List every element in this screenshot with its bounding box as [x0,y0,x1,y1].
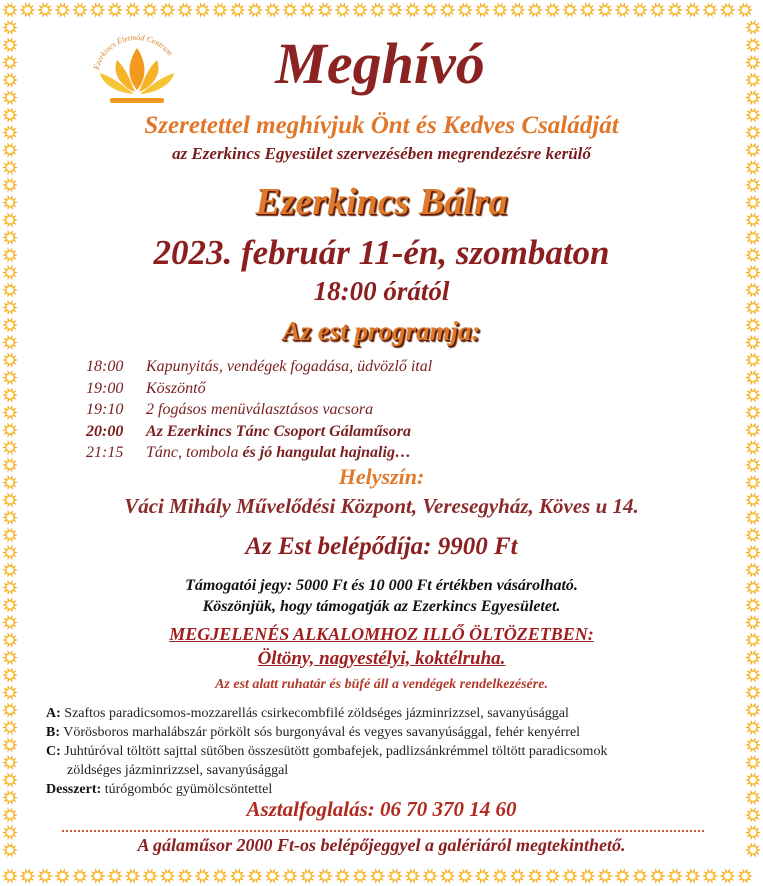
event-date: 2023. február 11-én, szombaton [153,233,610,272]
sun-ornament-icon [745,370,761,385]
sun-ornament-icon [745,20,761,35]
logo-ring-text: Ezerkincs Életmód Centrum [91,32,175,71]
sun-ornament-icon [745,702,761,717]
page-title: Meghívó [275,31,485,96]
program-heading: Az est programja: [282,316,481,346]
sun-ornament-icon [300,868,316,883]
sun-ornament-icon [2,405,18,420]
sun-ornament-icon [300,2,316,17]
support-thanks: Köszönjük, hogy támogatják az Ezerkincs Egyesületet. [202,598,561,615]
cloakroom-note: Az est alatt ruhatár és büfé áll a vendégek rendelkezésére. [215,677,548,692]
sun-ornament-icon [440,868,456,883]
sun-ornament-icon [2,868,18,883]
sun-ornament-icon [685,868,701,883]
sun-ornament-icon [492,868,508,883]
sun-ornament-icon [597,2,613,17]
event-name: Ezerkincs Bálra [255,181,508,223]
event-time: 18:00 órától [313,276,450,306]
menu-item: C: Juhtúróval töltött sajttal sütőben összesütött gombafejek, padlizsánkrémmel töltött paradicsomok [46,744,608,759]
sun-ornament-icon [2,720,18,735]
sun-ornament-icon [160,868,176,883]
sun-ornament-icon [527,868,543,883]
sun-ornament-icon [580,2,596,17]
sun-ornament-icon [2,55,18,70]
venue-address: Váci Mihály Művelődési Központ, Veresegyház, Köves u 14. [124,494,639,518]
sun-ornament-icon [352,2,368,17]
sun-ornament-icon [545,868,561,883]
menu-item: B: Vörösboros marhalábszár pörkölt sós burgonyával és vegyes savanyúsággal, fehér kenyérrel [46,725,581,740]
sun-ornament-icon [562,2,578,17]
sun-ornament-icon [405,2,421,17]
sun-ornament-icon [702,2,718,17]
sun-ornament-icon [615,2,631,17]
sun-ornament-icon [2,562,18,577]
sun-ornament-icon [745,72,761,87]
sun-ornament-icon [230,2,246,17]
sun-ornament-icon [352,868,368,883]
sun-ornament-icon [492,2,508,17]
sun-ornament-icon [317,2,333,17]
sun-ornament-icon [422,2,438,17]
sun-ornament-icon [177,2,193,17]
sun-ornament-icon [2,387,18,402]
sun-ornament-icon [720,2,736,17]
program-item: 19:10 2 fogásos menüválasztásos vacsora [86,401,374,418]
sun-ornament-icon [370,2,386,17]
sun-ornament-icon [55,2,71,17]
sun-ornament-icon [2,90,18,105]
sun-ornament-icon [745,352,761,367]
sun-ornament-icon [405,868,421,883]
program-item: 20:00 Az Ezerkincs Tánc Csoport Gálaműsora [86,422,411,440]
sun-ornament-icon [2,2,18,17]
sun-ornament-icon [597,868,613,883]
sun-ornament-icon [72,2,88,17]
sun-ornament-icon [720,868,736,883]
sun-ornament-icon [212,2,228,17]
sun-ornament-icon [335,868,351,883]
sun-ornament-icon [195,868,211,883]
menu-item-continued: zöldséges jázminrizzsel, savanyúsággal [67,763,289,778]
sun-ornament-icon [247,2,263,17]
sun-ornament-icon [745,90,761,105]
sun-ornament-icon [370,868,386,883]
sun-ornament-icon [72,868,88,883]
sun-ornament-icon [37,2,53,17]
sun-ornament-icon [580,868,596,883]
sun-ornament-icon [702,868,718,883]
sun-ornament-icon [195,2,211,17]
dress-code-detail: Öltöny, nagyestélyi, koktélruha. [257,648,506,669]
sun-ornament-icon [125,868,141,883]
venue-heading: Helyszín: [338,464,425,489]
sun-ornament-icon [457,868,473,883]
sun-ornament-icon [667,868,683,883]
sun-ornament-icon [230,868,246,883]
program-item: 19:00 Köszöntő [86,379,206,397]
sun-ornament-icon [282,868,298,883]
sun-ornament-icon [2,440,18,455]
sun-ornament-icon [737,2,753,17]
sun-ornament-icon [440,2,456,17]
menu-item: Desszert: túrógombóc gyümölcsöntettel [46,782,273,797]
sun-ornament-icon [562,868,578,883]
program-item: 18:00 Kapunyitás, vendégek fogadása, üdvözlő ital [86,358,433,375]
sun-ornament-icon [745,772,761,787]
sun-ornament-icon [745,755,761,770]
sun-ornament-icon [2,20,18,35]
sun-ornament-icon [745,720,761,735]
support-ticket-info: Támogatói jegy: 5000 Ft és 10 000 Ft értékben vásárolható. [185,577,578,594]
sun-ornament-icon [745,55,761,70]
sun-ornament-icon [212,868,228,883]
sun-ornament-icon [2,370,18,385]
sun-ornament-icon [387,2,403,17]
program-item: 21:15 Tánc, tombola és jó hangulat hajnalig… [86,444,411,461]
sun-ornament-icon [2,422,18,437]
menu-item: A: Szaftos paradicsomos-mozzarellás csirkecombfilé zöldséges jázminrizzsel, savanyúsággal [46,706,569,721]
invite-line-2: az Ezerkincs Egyesület szervezésében megrendezésre kerülő [172,144,591,163]
dress-code-heading: MEGJELENÉS ALKALOMHOZ ILLŐ ÖLTÖZETBEN: [169,624,594,644]
sun-ornament-icon [745,387,761,402]
sun-ornament-icon [615,868,631,883]
sun-ornament-icon [2,737,18,752]
sun-ornament-icon [632,868,648,883]
sun-ornament-icon [90,868,106,883]
sun-ornament-icon [2,352,18,367]
sun-ornament-icon [55,868,71,883]
sun-ornament-icon [125,2,141,17]
invite-line-1: Szeretettel meghívjuk Önt és Kedves Családját [144,112,619,139]
sun-ornament-icon [650,2,666,17]
sun-ornament-icon [527,2,543,17]
table-booking: Asztalfoglalás: 06 70 370 14 60 [246,797,517,821]
sun-ornament-icon [265,2,281,17]
sun-ornament-icon [37,868,53,883]
sun-ornament-icon [667,2,683,17]
lotus-flower-icon [72,18,202,118]
sun-ornament-icon [2,37,18,52]
sun-ornament-icon [745,440,761,455]
sun-ornament-icon [2,755,18,770]
sun-ornament-icon [107,2,123,17]
sun-ornament-icon [510,868,526,883]
sun-ornament-icon [475,2,491,17]
sun-ornament-icon [282,2,298,17]
sun-ornament-icon [422,868,438,883]
logo [72,18,202,118]
sun-ornament-icon [737,868,753,883]
gala-note: A gálaműsor 2000 Ft-os belépőjeggyel a galériáról megtekinthető. [137,835,626,855]
sun-ornament-icon [475,868,491,883]
sun-ornament-icon [247,868,263,883]
sun-ornament-icon [265,868,281,883]
sun-ornament-icon [20,868,36,883]
sun-ornament-icon [685,2,701,17]
sun-ornament-icon [745,562,761,577]
sun-ornament-icon [745,37,761,52]
sun-ornament-icon [142,2,158,17]
sun-ornament-icon [317,868,333,883]
sun-ornament-icon [2,772,18,787]
sun-ornament-icon [2,72,18,87]
sun-ornament-icon [335,2,351,17]
sun-ornament-icon [650,868,666,883]
sun-ornament-icon [510,2,526,17]
sun-ornament-icon [177,868,193,883]
sun-ornament-icon [107,868,123,883]
sun-ornament-icon [20,2,36,17]
sun-ornament-icon [745,422,761,437]
divider [62,830,704,832]
sun-ornament-icon [160,2,176,17]
sun-ornament-icon [387,868,403,883]
sun-ornament-icon [745,405,761,420]
sun-ornament-icon [545,2,561,17]
sun-ornament-icon [90,2,106,17]
sun-ornament-icon [632,2,648,17]
sun-ornament-icon [2,702,18,717]
menu-list [46,704,716,799]
sun-ornament-icon [457,2,473,17]
program-list [86,356,432,464]
entry-fee: Az Est belépődíja: 9900 Ft [245,533,518,560]
sun-ornament-icon [745,737,761,752]
sun-ornament-icon [142,868,158,883]
